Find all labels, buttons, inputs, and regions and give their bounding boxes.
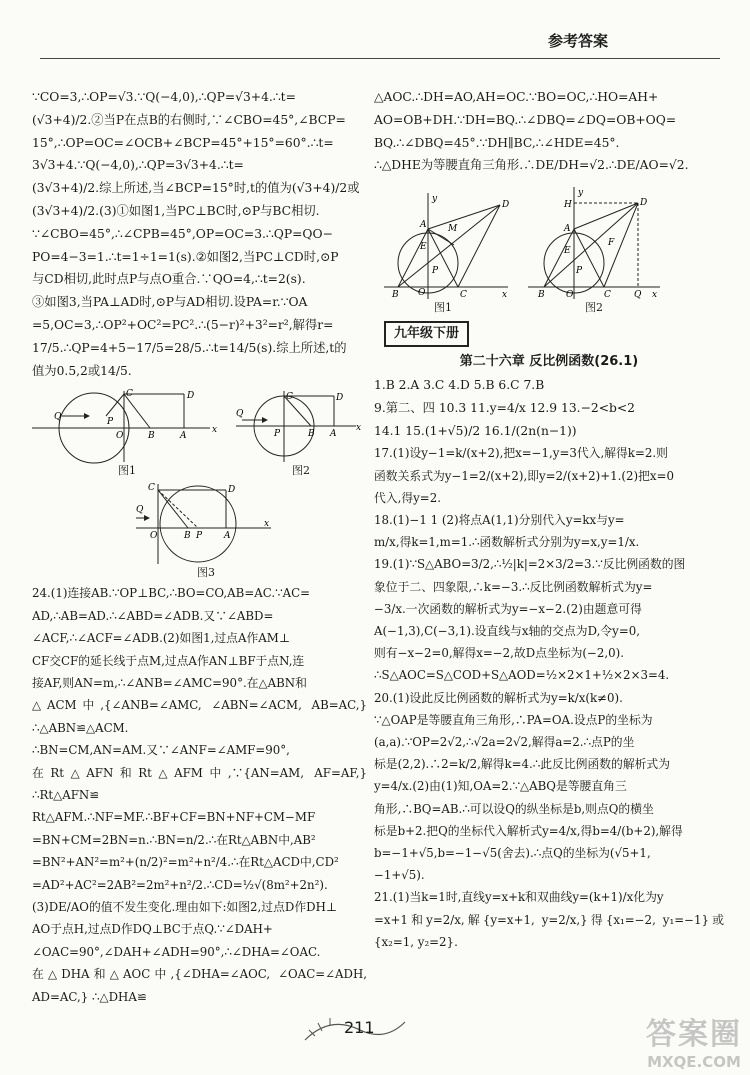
right-text-block-b [374,442,724,953]
svg-text:B: B [148,431,155,442]
svg-text:A: A [330,429,337,440]
text-line: 15°,∴OP=OC=∠OCB+∠BCP=45°+15°=60°.∴t= [32,135,334,150]
text-line: PO=4−3=1.∴t=1÷1=1(s).②如图2,当PC⊥CD时,⊙P [32,249,339,264]
svg-text:B: B [308,429,315,440]
svg-text:y: y [578,188,584,199]
page-header-title: 参考答案 [548,32,609,50]
svg-text:P: P [432,266,439,277]
answers-row-1: 1.B 2.A 3.C 4.D 5.B 6.C 7.B [374,377,545,392]
text-line: 在Rt△AFN和Rt△AFM中,∵{AN=AM, AF=AF,} ∴Rt△AFN≌ [32,765,367,803]
text-line: ∴△DHE为等腰直角三角形.∴DE/DH=√2.∴DE/AO=√2. [374,158,689,173]
text-line: 则有−x−2=0,解得x=−2,故D点坐标为(−2,0). [374,646,624,661]
text-line: 17/5.∴QP=4+5−17/5=28/5.∴t=14/5(s).综上所述,t的 [32,340,347,355]
text-line: =5,OC=3,∴OP²+OC²=PC².∴(5−r)²+3²=r²,解得r= [32,317,334,332]
text-line: ∴BN=CM,AN=AM.又∵∠ANF=∠AMF=90°, [32,743,290,758]
svg-text:O: O [566,290,574,301]
header-divider [40,58,720,59]
text-line: m/x,得k=1,m=1.∴函数解析式分别为y=x,y=1/x. [374,535,640,550]
right-text-block-a [374,86,724,177]
text-line: 17.(1)设y−1=k/(x+2),把x=−1,y=3代入,解得k=2.则 [374,446,668,461]
figure-1-right-caption: 图1 [434,301,452,315]
text-line: ∴S△AOC=S△COD+S△AOD=½×2×1+½×2×3=4. [374,668,670,683]
svg-text:x: x [652,290,658,301]
text-line: 18.(1)−1 1 (2)将点A(1,1)分别代入y=kx与y= [374,512,625,527]
text-line: (3√3+4)/2.综上所述,当∠BCP=15°时,t的值为(√3+4)/2或 [32,181,360,196]
svg-text:O: O [150,531,158,542]
text-line: (a,a).∵OP=2√2,∴√2a=2√2,解得a=2.∴点P的坐 [374,735,635,750]
svg-text:x: x [212,425,218,436]
text-line: ∵△OAP是等腰直角三角形,∴PA=OA.设点P的坐标为 [374,712,653,727]
svg-text:P: P [274,429,281,440]
text-line: (√3+4)/2.②当P在点B的右侧时,∵∠CBO=45°,∠BCP= [32,112,346,127]
text-line: (3√3+4)/2.(3)①如图1,当PC⊥BC时,⊙P与BC相切. [32,203,320,218]
text-line: ∵∠CBO=45°,∴∠CPB=45°,OP=OC=3.∴QP=QO− [32,226,333,241]
answers-row-3: 14.1 15.(1+√5)/2 16.1/(2n(n−1)) [374,423,577,438]
text-line: 24.(1)连接AB.∵OP⊥BC,∴BO=CO,AB=AC.∵AC= [32,586,311,601]
text-line: 3√3+4.∵Q(−4,0),∴QP=3√3+4.∴t= [32,158,244,173]
text-line: ∵CO=3,∴OP=√3.∵Q(−4,0),∴QP=√3+4.∴t= [32,90,296,104]
figure-2-right-caption: 图2 [585,301,603,315]
section-label: 九年级下册 [384,321,469,347]
text-line: −3/x.一次函数的解析式为y=−x−2.(2)由题意可得 [374,601,642,616]
svg-text:D: D [187,391,195,402]
text-line: =x+1和y=2/x,解{y=x+1, y=2/x,}得{x₁=−2, y₁=−1}或{x₂=1, y₂=2}. [374,912,724,949]
text-line: 与CD相切,此时点P与点O重合.∵QO=4,∴t=2(s). [32,272,306,287]
svg-text:D: D [336,393,344,404]
svg-text:B: B [184,531,191,542]
text-line: AD,∴AB=AD.∴∠ABD=∠ADB.又∵∠ABD= [32,608,274,623]
text-line: CF交CF的延长线于点M,过点A作AN⊥BF于点N,连 [32,653,305,668]
text-line: Rt△AFM.∴NF=MF.∴BF+CF=BN+NF+CM−MF [32,810,316,825]
figure-3-left [136,482,276,580]
left-column [32,86,367,1008]
watermark-logo [646,1009,742,1071]
svg-text:D: D [640,198,648,209]
svg-text:Q: Q [136,505,144,516]
chapter-title: 第二十六章 反比例函数(26.1) [459,354,639,370]
svg-text:C: C [286,392,293,403]
page-number: 211 [344,1018,375,1037]
text-line: =AD²+AC²=2AB²=2m²+n²/2.∴CD=½√(8m²+2n²). [32,877,328,892]
svg-text:C: C [148,483,155,494]
text-line: ∠OAC=90°,∠DAH+∠ADH=90°,∴∠DHA=∠OAC. [32,944,321,959]
figure-3-caption: 图3 [197,566,215,580]
geometry-diagram-2 [524,183,664,301]
svg-text:x: x [264,519,270,530]
figures-right [374,183,724,315]
svg-text:H: H [564,200,572,211]
svg-text:P: P [576,266,583,277]
text-line: 象位于二、四象限,∴k=−3.∴反比例函数解析式为y= [374,579,653,594]
svg-text:x: x [502,290,508,301]
svg-text:Q: Q [236,409,244,420]
svg-text:Q: Q [54,412,62,423]
svg-text:C: C [460,290,467,301]
figure-1-right [374,183,512,315]
circle-diagram-3 [136,482,276,566]
text-line: 接AF,则AN=m,∴∠ANB=∠AMC=90°.在△ABN和 [32,675,307,690]
figure-2-right [524,183,664,315]
text-line: 21.(1)当k=1时,直线y=x+k和双曲线y=(k+1)/x化为y [374,890,664,905]
geometry-diagram-1 [374,183,512,301]
text-line: A(−1,3),C(−3,1).设直线与x轴的交点为D,令y=0, [374,624,640,638]
right-column [374,86,724,953]
text-line: △AOC.∴DH=AO,AH=OC.∵BO=OC,∴HO=AH+ [374,90,659,104]
text-line: 19.(1)∵S△ABO=3/2,∴½|k|=2×3/2=3.∵反比例函数的图 [374,557,686,572]
svg-text:C: C [604,290,611,301]
svg-text:E: E [564,246,571,257]
figure-1-caption: 图1 [118,464,136,478]
svg-text:A: A [224,531,231,542]
text-line: BQ.∴∠DBQ=45°.∵DH∥BC,∴∠HDE=45°. [374,135,620,150]
svg-text:E: E [420,242,427,253]
svg-text:F: F [608,238,615,249]
text-line: AO=OB+DH.∵DH=BQ.∴∠DBQ=∠DQ=OB+OQ= [374,112,677,127]
figure-1-left [32,386,222,478]
svg-text:Q: Q [634,290,642,301]
svg-text:A: A [564,224,571,235]
text-line: b=−1+√5,b=−1−√5(舍去).∴点Q的坐标为(√5+1, [374,846,651,861]
text-line: △ACM中,{∠ANB=∠AMC, ∠ABN=∠ACM, AB=AC,} ∴△ABN≌△ACM. [32,698,367,735]
answers-row-2: 9.第二、四 10.3 11.y=4/x 12.9 13.−2<b<2 [374,400,636,415]
svg-text:M: M [448,224,458,235]
text-line: 标是(2,2).∴2=k/2,解得k=4.∴此反比例函数的解析式为 [374,757,671,772]
svg-text:C: C [126,389,133,400]
text-line: −1+√5). [374,868,425,883]
text-line: (3)DE/AO的值不发生变化.理由如下:如图2,过点D作DH⊥ [32,900,337,915]
text-line: 函数关系式为y−1=2/(x+2),即y=2/(x+2)+1.(2)把x=0 [374,468,674,483]
text-line: AO于点H,过点D作DQ⊥BC于点Q.∵∠DAH+ [32,922,273,937]
watermark-line-1: 答案圈 [646,1017,742,1052]
text-line: 代入,得y=2. [374,490,441,505]
svg-text:A: A [420,220,427,231]
svg-text:D: D [502,200,510,211]
svg-text:D: D [228,485,236,496]
watermark-line-2: MXQE.COM [647,1053,741,1071]
svg-text:O: O [418,288,426,299]
svg-text:B: B [538,290,545,301]
text-line: 在△DHA和△AOC中,{∠DHA=∠AOC, ∠OAC=∠ADH, AD=AC,} ∴△DHA≌ [32,967,367,1004]
svg-text:y: y [432,194,438,205]
svg-text:P: P [196,531,203,542]
figure-2-left [236,386,366,478]
left-text-block-b [32,582,367,1008]
svg-text:P: P [107,417,114,428]
figure-2-caption: 图2 [292,464,310,478]
text-line: ∠ACF,∴∠ACF=∠ADB.(2)如图1,过点A作AM⊥ [32,631,290,646]
left-text-block-a [32,86,367,382]
text-line: =BN²+AN²=m²+(n/2)²=m²+n²/4.∴在Rt△ACD中,CD² [32,855,339,870]
text-line: y=4/x.(2)由(1)知,OA=2.∵△ABQ是等腰直角三 [374,779,627,794]
text-line: 20.(1)设此反比例函数的解析式为y=k/x(k≠0). [374,690,623,705]
text-line: ③如图3,当PA⊥AD时,⊙P与AD相切.设PA=r.∵OA [32,295,308,310]
text-line: 角形,∴BQ=AB.∴可以设Q的纵坐标是b,则点Q的横坐 [374,801,654,816]
svg-text:x: x [356,423,362,434]
svg-text:A: A [180,431,187,442]
svg-text:O: O [116,431,124,442]
text-line: 值为0.5,2或14/5. [32,363,132,378]
text-line: 标是b+2.把Q的坐标代入解析式y=4/x,得b=4/(b+2),解得 [374,823,683,838]
svg-text:B: B [392,290,399,301]
circle-diagram-1 [32,386,222,464]
circle-diagram-2 [236,386,366,464]
figures-1-2-left [32,386,367,478]
text-line: =BN+CM=2BN=n.∴BN=n/2.∴在Rt△ABN中,AB² [32,832,316,847]
